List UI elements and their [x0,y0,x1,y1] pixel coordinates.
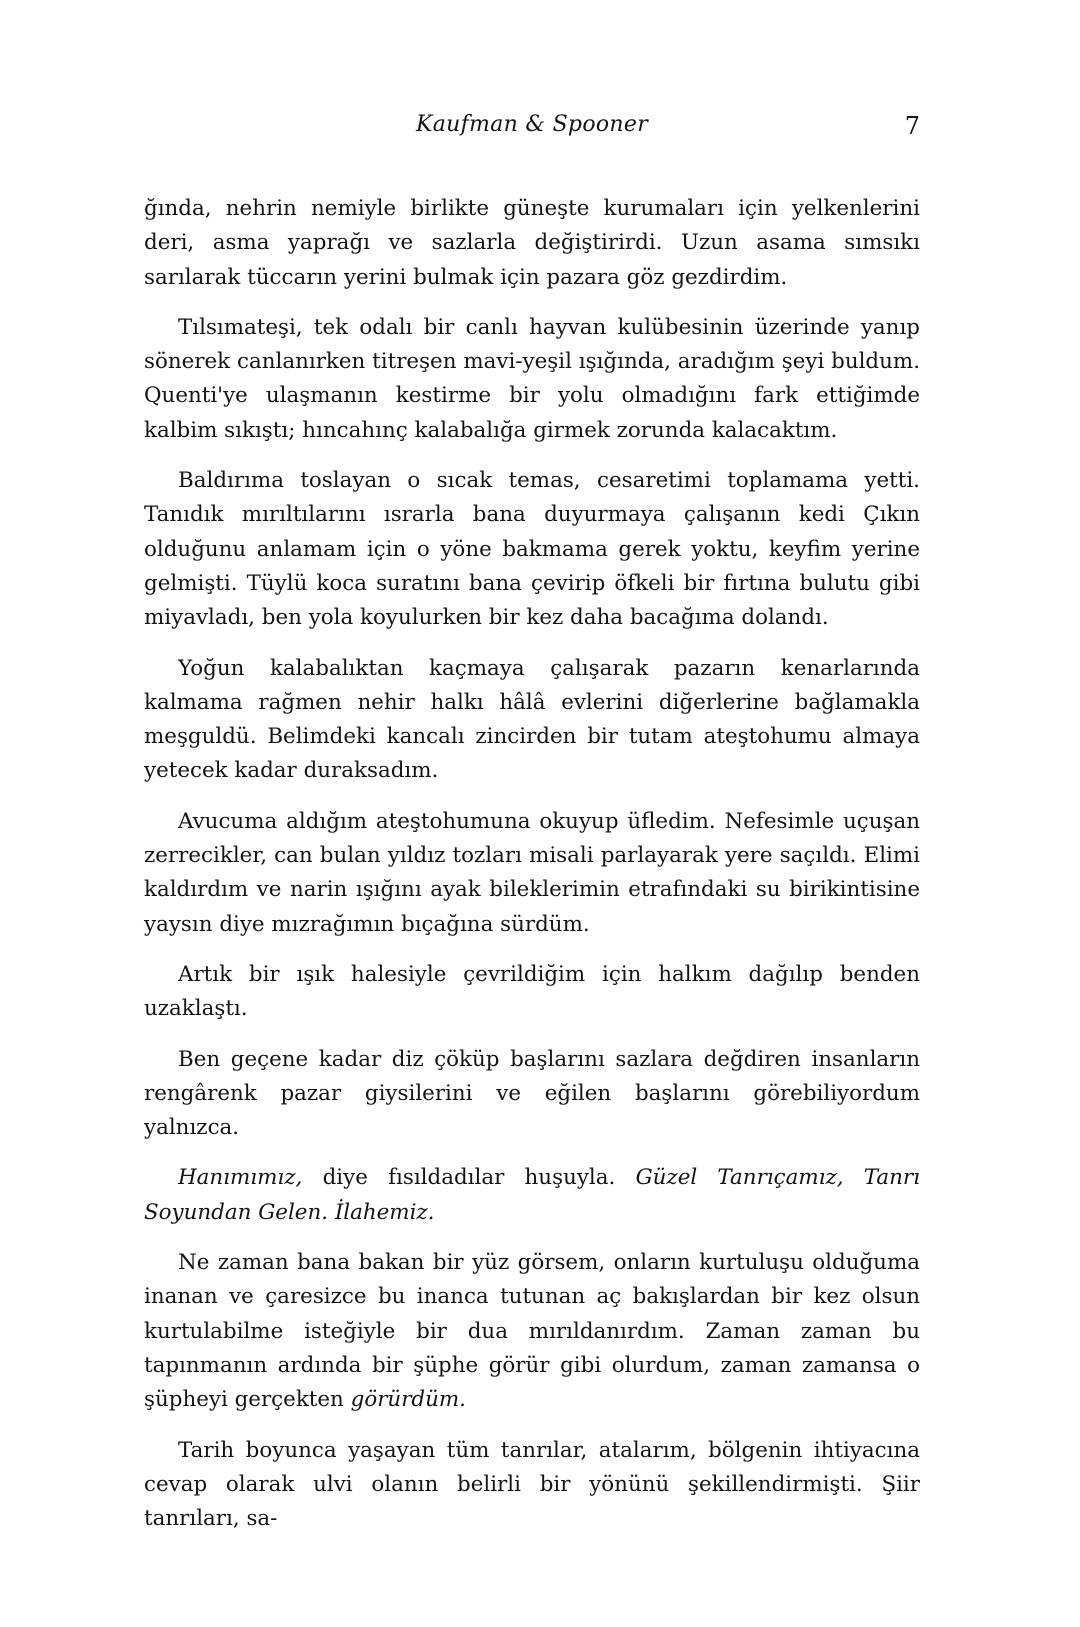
dialogue-paragraph [144,1161,920,1230]
paragraph-5: Avucuma aldığım ateştohumuna okuyup üfledim. Nefesimle uçuşan zerrecikler, can bulan yıldız tozları misali parlayarak yere saçıldı. Elimi kaldırdım ve narin ışığını ayak bileklerimin etrafındaki su birikintisine yaysın diye mızrağımın bıçağına sürdüm. [144,808,920,937]
dialogue-italic-1: Hanımımız, [178,1165,303,1191]
paragraph-1: ğında, nehrin nemiyle birlikte güneşte kurumaları için yelkenlerini deri, asma yaprağı ve sazlarla değiştirirdi. Uzun asama sımsıkı sarılarak tüccarın yerini bulmak için pazara göz gezdirdim. [144,196,920,290]
running-title: Kaufman & Spooner [415,112,649,137]
dialogue-plain: diye fısıldadılar huşuyla. [302,1165,636,1191]
page-number: 7 [904,112,920,140]
paragraph-9-italic: görürdüm. [350,1387,466,1413]
paragraph-9-text: Ne zaman bana bakan bir yüz görsem, onların kurtuluşu olduğuma inanan ve çaresizce bu inanca tutunan aç bakışlardan bir kez olsun kurtulabilme isteğiyle bir dua mırıldanırdım. Zaman zaman bu tapınmanın ardında bir şüphe görür gibi olurdum, zaman zamansa o şüpheyi gerçekten [144,1250,920,1413]
page-header [144,112,920,152]
paragraph-10: Tarih boyunca yaşayan tüm tanrılar, atalarım, bölgenin ihtiyacına cevap olarak ulvi olanın belirli bir yönünü şekillendirmişti. Şiir tanrıları, sa- [144,1437,920,1532]
paragraph-2: Tılsımateşi, tek odalı bir canlı hayvan kulübesinin üzerinde yanıp sönerek canlanırken titreşen mavi-yeşil ışığında, aradığım şeyi buldum. Quenti'ye ulaşmanın kestirme bir yolu olmadığını fark ettiğimde kalbim sıkıştı; hıncahınç kalabalığa girmek zorunda kalacaktım. [144,314,920,443]
body-text [144,192,920,1552]
dialogue-italic-2: Güzel Tanrıçamız, Tanrı Soyundan Gelen. İlahemiz. [144,1165,920,1225]
paragraph-7: Ben geçene kadar diz çöküp başlarını sazlara değdiren insanların rengârenk pazar giysilerini ve eğilen başlarını görebiliyordum yalnızca. [144,1046,920,1141]
paragraph-6: Artık bir ışık halesiyle çevrildiğim için halkım dağılıp benden uzaklaştı. [144,961,920,1022]
paragraph-3: Baldırıma toslayan o sıcak temas, cesaretimi toplamama yetti. Tanıdık mırıltılarını ısrarla bana duyurmaya çalışanın kedi Çıkın olduğunu anlamam için o yöne bakmama gerek yoktu, keyfim yerine gelmişti. Tüylü koca suratını bana çevirip öfkeli bir fırtına bulutu gibi miyavladı, ben yola koyulurken bir kez daha bacağıma dolandı. [144,468,920,631]
paragraph-4: Yoğun kalabalıktan kaçmaya çalışarak pazarın kenarlarında kalmama rağmen nehir halkı hâlâ evlerini diğerlerine bağlamakla meşguldü. Belimdeki kancalı zincirden bir tutam ateştohumu almaya yetecek kadar duraksadım. [144,655,920,784]
paragraph-9 [144,1246,920,1417]
